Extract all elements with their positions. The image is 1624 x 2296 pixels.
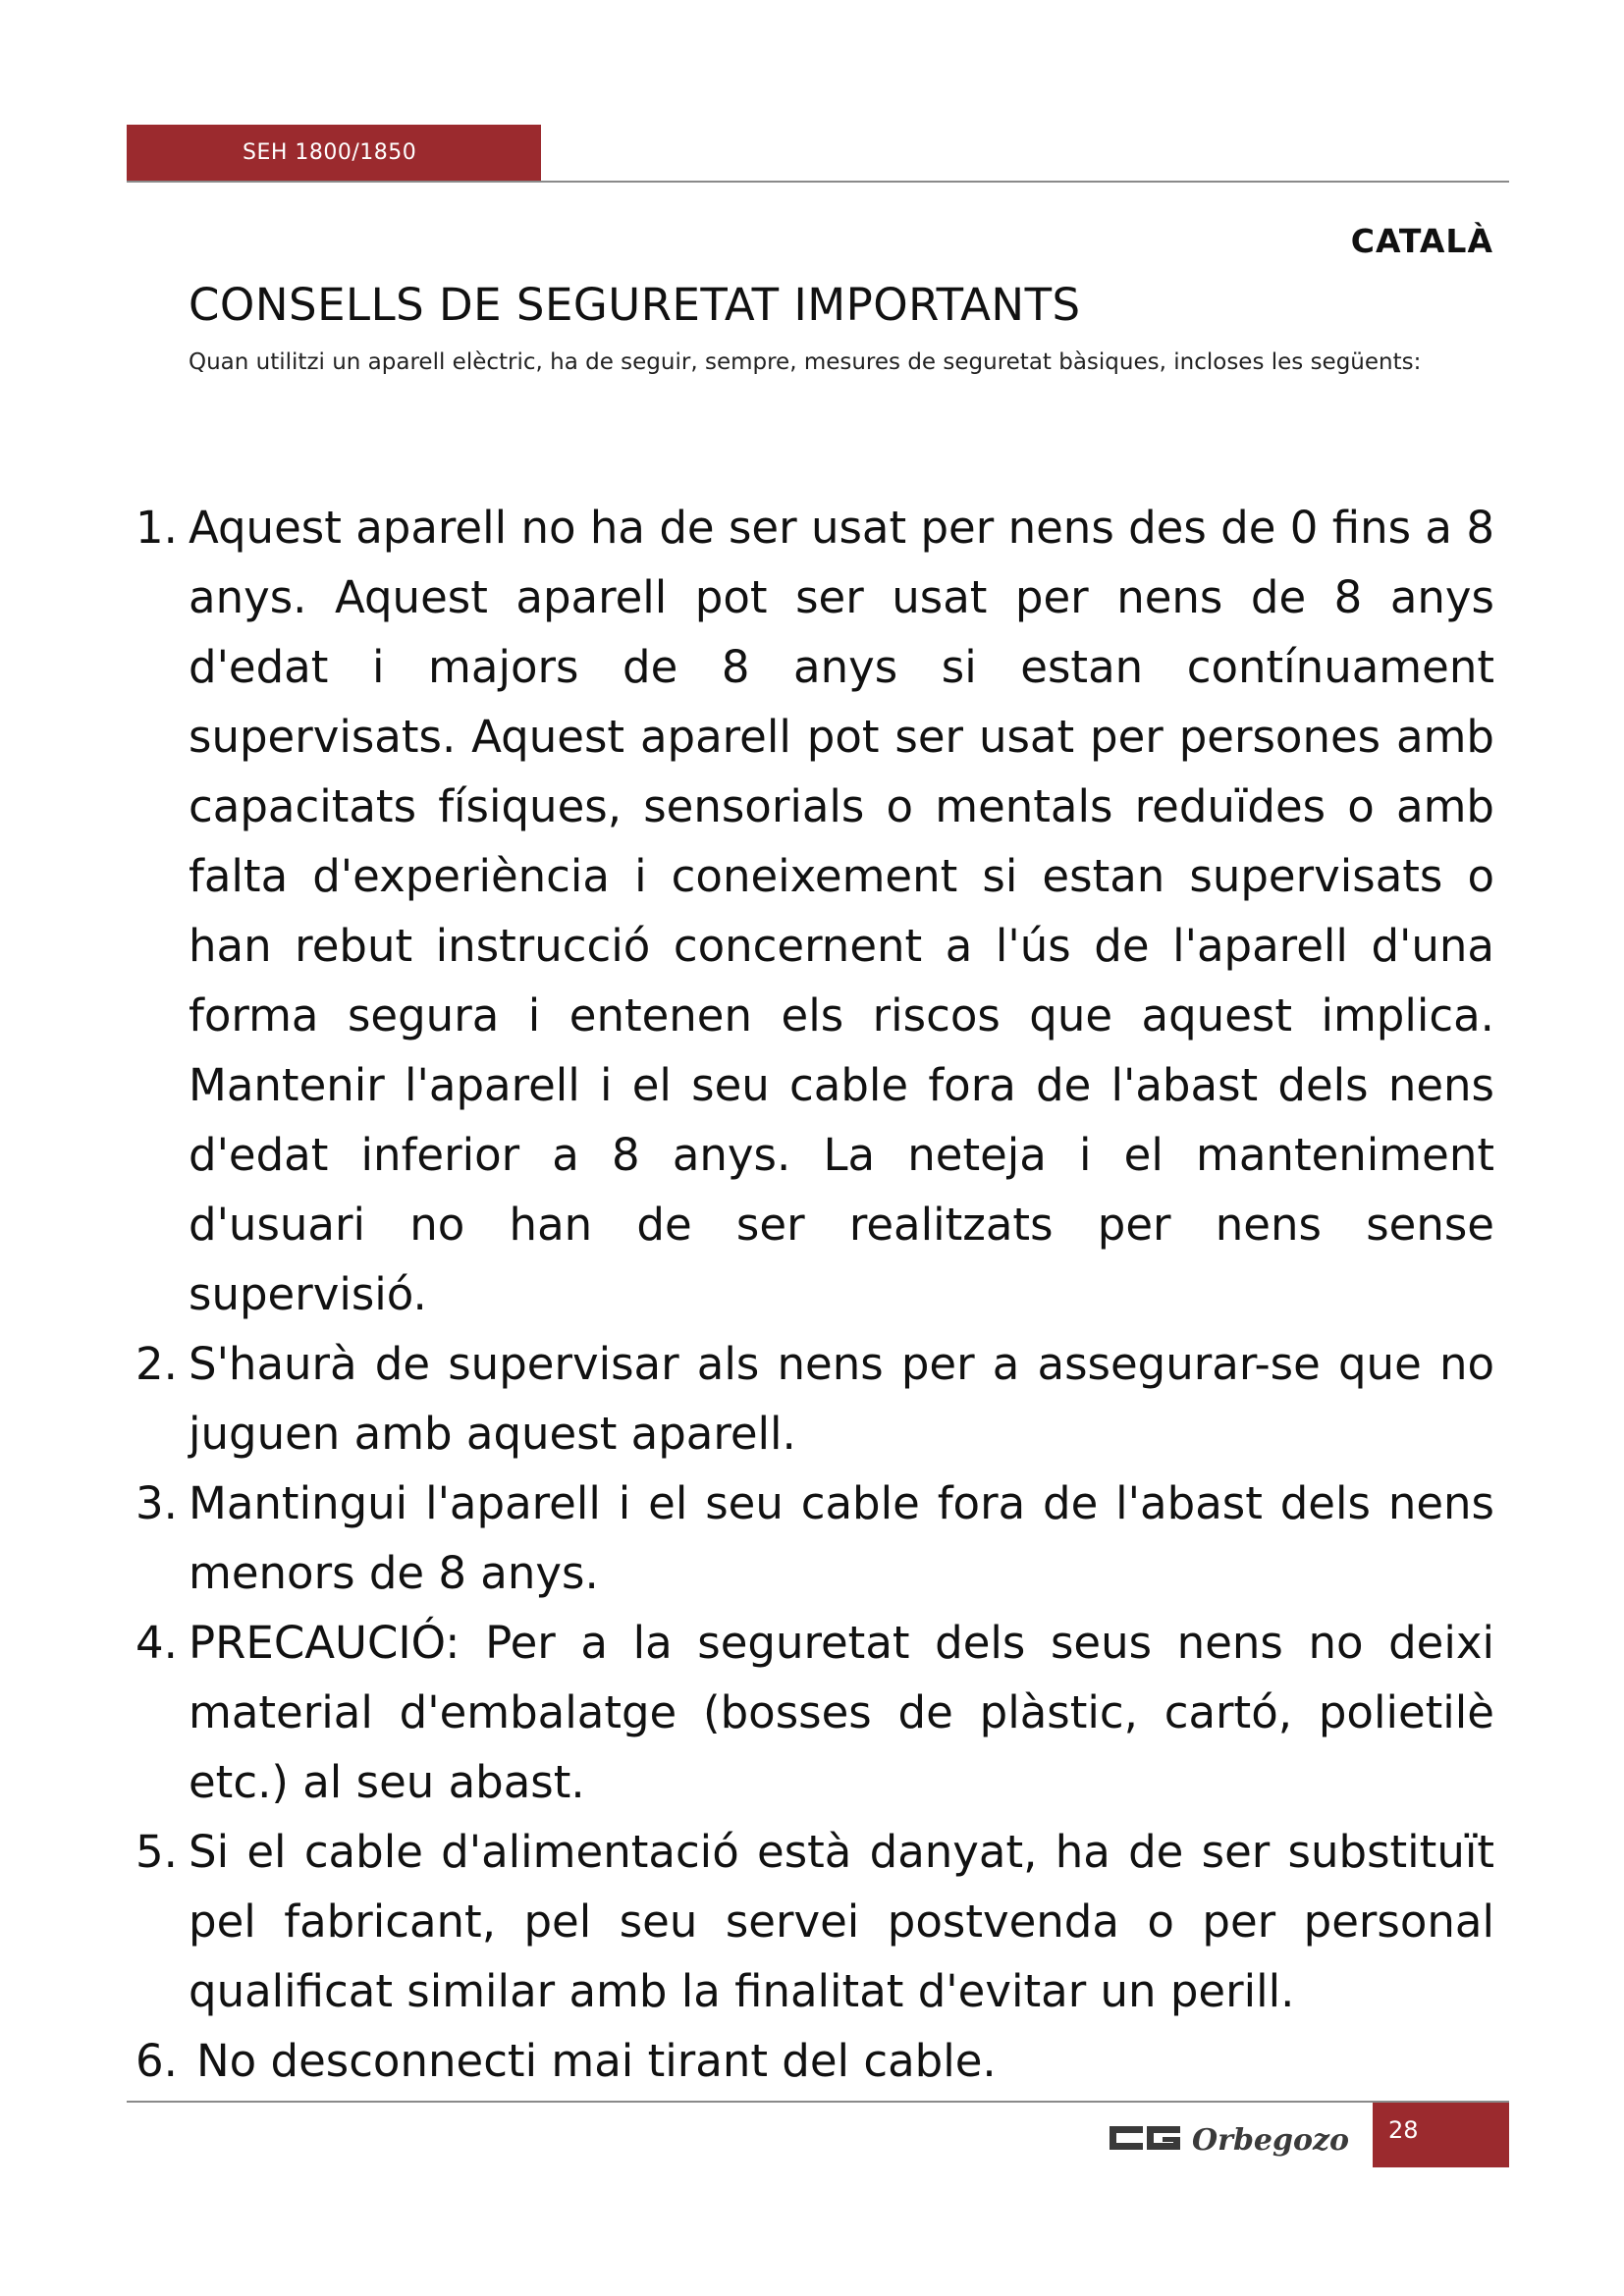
item-text: Mantingui l'aparell i el seu cable fora de l'abast dels nens menors de 8 anys. (189, 1477, 1494, 1599)
item-number: 6. (135, 2035, 178, 2087)
item-number: 5. (135, 1826, 178, 1878)
language-label: CATALÀ (1350, 222, 1493, 260)
footer-divider (127, 2101, 1509, 2103)
item-number: 4. (135, 1617, 178, 1669)
header-model-tab (127, 125, 541, 181)
safety-list (135, 493, 1494, 2096)
header-divider (127, 181, 1509, 183)
safety-item-3 (135, 1468, 1494, 1608)
svg-text:Orbegozo: Orbegozo (1192, 2123, 1350, 2158)
safety-item-2 (135, 1329, 1494, 1468)
orbegozo-logo (1108, 2112, 1355, 2162)
item-number: 2. (135, 1338, 178, 1390)
safety-item-6 (135, 2026, 1494, 2096)
item-text: S'haurà de supervisar als nens per a assegurar-se que no juguen amb aquest aparell. (189, 1338, 1494, 1460)
page-number: 28 (1388, 2116, 1419, 2144)
safety-item-5 (135, 1817, 1494, 2026)
page-number-badge (1373, 2103, 1509, 2167)
item-text: Si el cable d'alimentació està danyat, ha de ser substituït pel fabricant, pel seu servei postvenda o per personal qualificat similar amb la finalitat d'evitar un perill. (189, 1826, 1494, 2017)
intro-paragraph: Quan utilitzi un aparell elèctric, ha de seguir, sempre, mesures de seguretat bàsiques, incloses les següents: (189, 349, 1422, 375)
item-text: No desconnecti mai tirant del cable. (196, 2035, 997, 2087)
page-title: CONSELLS DE SEGURETAT IMPORTANTS (189, 279, 1081, 331)
model-label: SEH 1800/1850 (243, 140, 417, 165)
safety-item-4 (135, 1608, 1494, 1817)
item-text: PRECAUCIÓ: Per a la seguretat dels seus nens no deixi material d'embalatge (bosses de plàstic, cartó, polietilè etc.) al seu abast. (189, 1617, 1494, 1808)
item-number: 1. (135, 502, 178, 554)
item-number: 3. (135, 1477, 178, 1529)
item-text: Aquest aparell no ha de ser usat per nens des de 0 fins a 8 anys. Aquest aparell pot ser usat per nens de 8 anys d'edat i majors de 8 anys si estan contínuament supervisats. Aquest aparell pot ser usat per persones amb capacitats físiques, sensorials o mentals reduïdes o amb falta d'experiència i coneixement si estan supervisats o han rebut instrucció concernent a l'ús de l'aparell d'una forma segura i entenen els riscos que aquest implica. Mantenir l'aparell i el seu cable fora de l'abast dels nens d'edat inferior a 8 anys. La neteja i el manteniment d'usuari no han de ser realitzats per nens sense supervisió. (189, 502, 1494, 1320)
safety-item-1 (135, 493, 1494, 1329)
